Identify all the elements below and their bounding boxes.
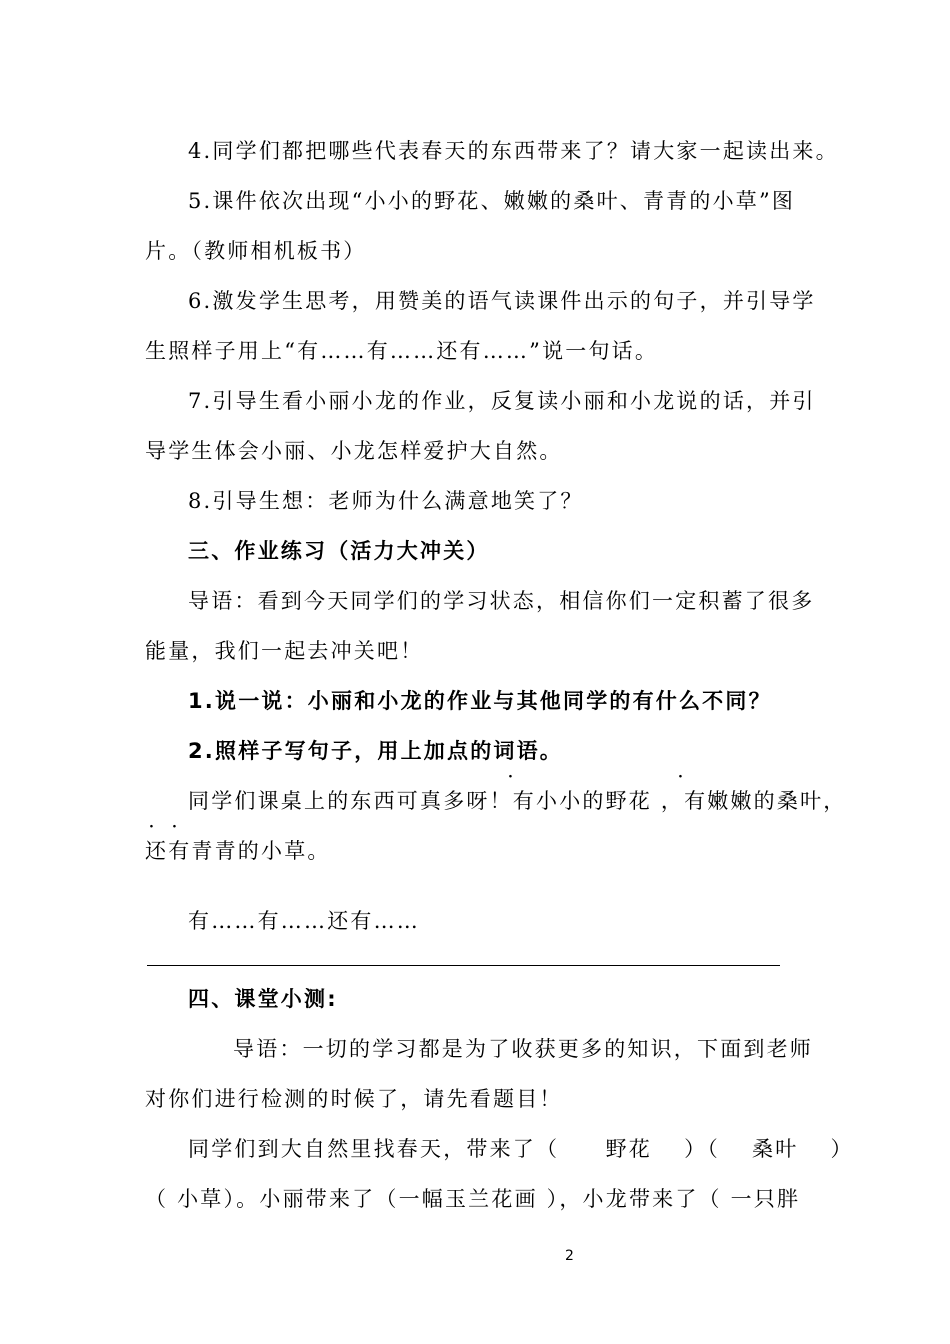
emphasis-dot: ·	[149, 819, 154, 835]
page-number: 2	[565, 1248, 574, 1264]
item-4: 4.同学们都把哪些代表春天的东西带来了？请大家一起读出来。	[188, 139, 839, 163]
item-7-line-1: 7.引导生看小丽小龙的作业，反复读小丽和小龙说的话，并引	[188, 389, 816, 413]
answer-line	[147, 965, 780, 966]
example-sentence-line-1: 同学们课桌上的东西可真多呀！有小小的野花 ，有嫩嫩的桑叶，	[188, 789, 847, 813]
item-8: 8.引导生想：老师为什么满意地笑了？	[188, 489, 584, 513]
item-7-line-2: 导学生体会小丽、小龙怎样爱护大自然。	[145, 439, 563, 463]
sentence-pattern: 有……有……还有……	[188, 909, 420, 933]
item-5-line-1: 5.课件依次出现“小小的野花、嫩嫩的桑叶、青青的小草”图	[188, 189, 796, 213]
item-6-line-1: 6.激发学生思考，用赞美的语气读课件出示的句子，并引导学	[188, 289, 816, 313]
exercise-2: 2.照样子写句子，用上加点的词语。	[188, 739, 563, 763]
section-3-heading: 三、作业练习（活力大冲关）	[188, 539, 490, 563]
section-4-intro-line-2: 对你们进行检测的时候了，请先看题目！	[145, 1087, 563, 1111]
quiz-line-1: 同学们到大自然里找春天，带来了（ 野花 ）（ 桑叶 ）	[188, 1137, 854, 1161]
section-3-intro-line-1: 导语：看到今天同学们的学习状态，相信你们一定积蓄了很多	[188, 589, 815, 613]
section-3-intro-line-2: 能量，我们一起去冲关吧！	[145, 639, 424, 663]
emphasis-dot: ·	[678, 769, 683, 785]
section-4-heading: 四、课堂小测:	[188, 987, 338, 1011]
item-5-line-2: 片。（教师相机板书）	[145, 239, 367, 263]
example-sentence-line-2: 还有青青的小草。	[145, 839, 331, 863]
emphasis-dot: ·	[172, 819, 177, 835]
emphasis-dot: ·	[508, 769, 513, 785]
quiz-line-2: （ 小草）。小丽带来了（一幅玉兰花画 ），小龙带来了（ 一只胖	[145, 1187, 801, 1211]
section-4-intro-line-1: 导语：一切的学习都是为了收获更多的知识，下面到老师	[233, 1037, 813, 1061]
item-6-line-2: 生照样子用上“有……有……还有……”说一句话。	[145, 339, 659, 363]
exercise-1: 1.说一说：小丽和小龙的作业与其他同学的有什么不同？	[188, 689, 772, 713]
